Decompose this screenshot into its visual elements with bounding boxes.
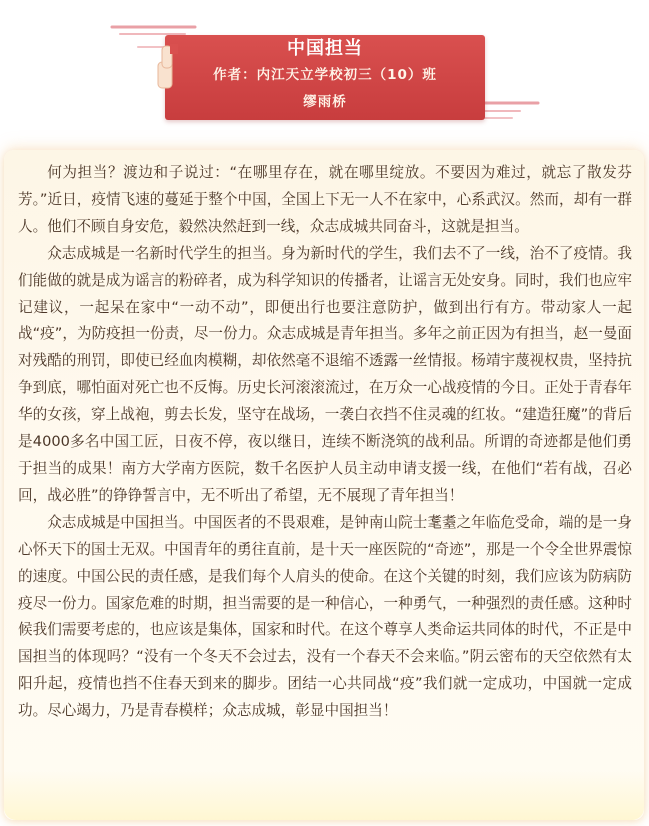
article-title: 中国担当 [287, 38, 363, 59]
author-name: 缪雨桥 [303, 94, 347, 110]
paragraph-3: 众志成城是中国担当。中国医者的不畏艰难，是钟南山院士耄耋之年临危受命，端的是一身心怀天下的国士无双。中国青年的勇往直前，是十天一座医院的“奇迹”，那是一个令全世界震惊的速度。中国公民的责任感，是我们每个人肩头的使命。在这个关键的时刻，我们应该为防病防疫尽一份力。国家危难的时期，担当需要的是一种信心，一种勇气，一种强烈的责任感。这种时候我们需要考虑的，也应该是集体，国家和时代。在这个尊享人类命运共同体的时代，不正是中国担当的体现吗？“没有一个冬天不会过去，没有一个春天不会来临。”阴云密布的天空依然有太阳升起，疫情也挡不住春天到来的脚步。团结一心共同战“疫”我们就一定成功，中国就一定成功。尽心竭力，乃是青春模样；众志成城，彰显中国担当！ [18, 513, 632, 720]
author-line: 作者：内江天立学校初三（10）班 [213, 67, 437, 83]
paper-bottom-glow [4, 770, 644, 820]
article-body [18, 160, 632, 725]
paragraph-1: 何为担当？渡边和子说过：“在哪里存在，就在哪里绽放。不要因为难过，就忘了散发芬芳。”近日，疫情飞速的蔓延于整个中国，全国上下无一人不在家中，心系武汉。然而，却有一群人。他们不顾自身安危，毅然决然赶到一线，众志成城共同奋斗，这就是担当。 [18, 164, 632, 235]
paragraph-2: 众志成城是一名新时代学生的担当。身为新时代的学生，我们去不了一线，治不了疫情。我们能做的就是成为谣言的粉碎者，成为科学知识的传播者，让谣言无处安身。同时，我们也应牢记建议，一起呆在家中“一动不动”，即便出行也要注意防护，做到出行有方。带动家人一起战“疫”，为防疫担一份责，尽一份力。众志成城是青年担当。多年之前正因为有担当，赵一曼面对残酷的刑罚，即使已经血肉模糊，却依然毫不退缩不透露一丝情报。杨靖宇蔑视权贵，坚持抗争到底，哪怕面对死亡也不反悔。历史长河滚滚流过，在万众一心战疫情的今日。正处于青春年华的女孩，穿上战袍，剪去长发，坚守在战场，一袭白衣挡不住灵魂的红妆。“建造狂魔”的背后是4000多名中国工匠，日夜不停，夜以继日，连续不断浇筑的战利品。所谓的奇迹都是他们勇于担当的成果！南方大学南方医院，数千名医护人员主动申请支援一线，在他们“若有战，召必回，战必胜”的铮铮誓言中，无不听出了希望，无不展现了青年担当！ [18, 244, 632, 504]
title-banner [165, 35, 485, 120]
hand-icon [150, 40, 186, 92]
